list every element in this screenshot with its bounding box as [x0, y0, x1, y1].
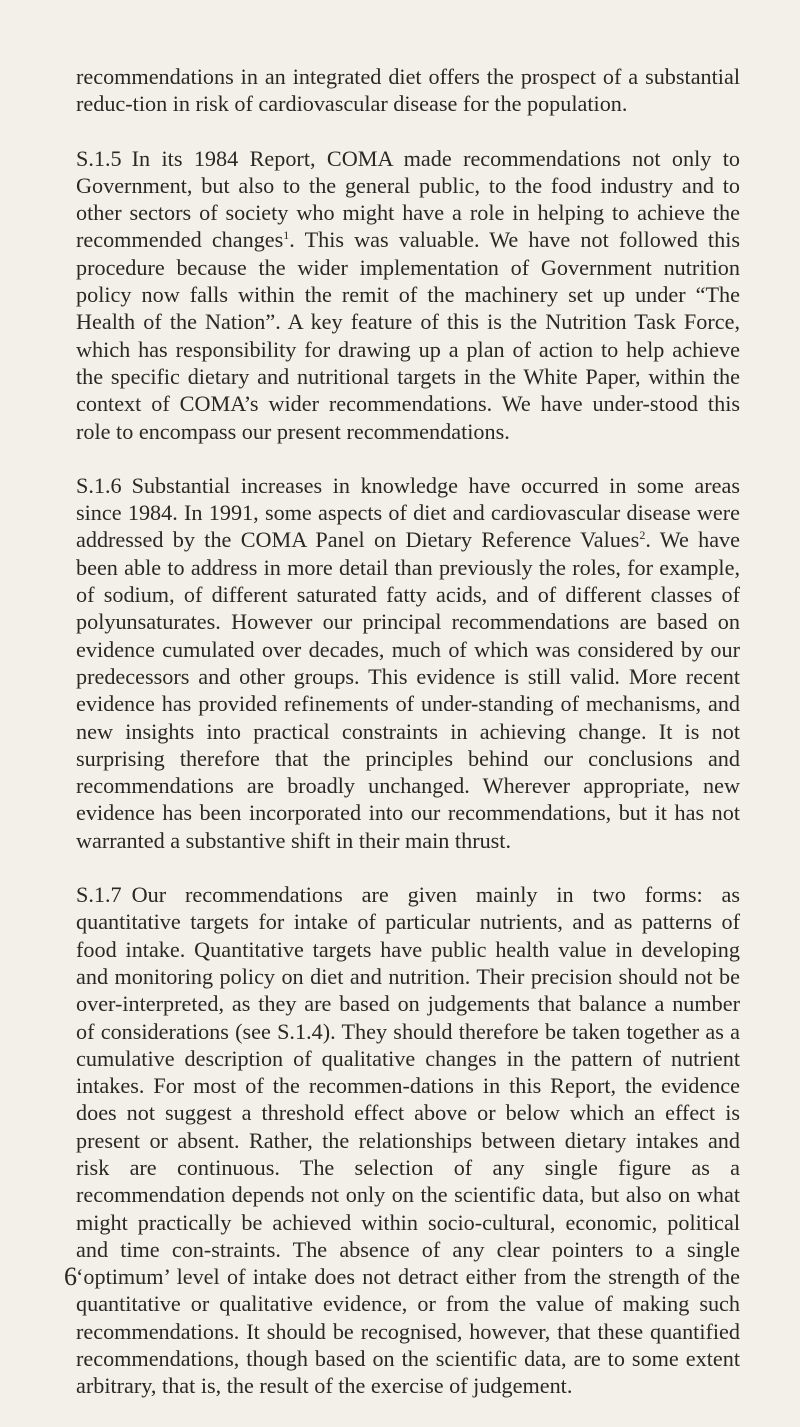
paragraph-number: S.1.5: [76, 145, 122, 171]
document-body: [76, 63, 740, 1427]
paragraph-text: Substantial increases in knowledge have occurred in some areas since 1984. In 1991, some aspects of diet and cardiovascular disease were addressed by the COMA Panel on Dietary Reference Values: [76, 472, 740, 553]
paragraph-s-1-5: [76, 145, 740, 445]
intro-paragraph: recommendations in an integrated diet offers the prospect of a substantial reduc-tion in risk of cardiovascular disease for the population.: [76, 64, 740, 117]
paragraph-text: Our recommendations are given mainly in two forms: as quantitative targets for intake of particular nutrients, and as patterns of food intake. Quantitative targets have public health value in developing and monitoring policy on diet and nutrition. Their precision should not be over-interpreted, as they are based on judgements that balance a number of considerations (see S.1.4). They should therefore be taken together as a cumulative description of qualitative changes in the pattern of nutrient intakes. For most of the recommen-dations in this Report, the evidence does not suggest a threshold effect above or below which an effect is present or absent. Rather, the relationships between dietary intakes and risk are continuous. The selection of any single figure as a recommendation depends not only on the scientific data, but also on what might practically be achieved within socio-cultural, economic, political and time con-straints. The absence of any clear pointers to a single ‘optimum’ level of intake does not detract either from the strength of the quantitative or qualitative evidence, or from the value of making such recommendations. It should be recognised, however, that these quantified recommendations, though based on the scientific data, are to some extent arbitrary, that is, the result of the exercise of judgement.: [76, 882, 740, 1399]
paragraph-text-continued: . This was valuable. We have not followed this procedure because the wider implementation of Government nutrition policy now falls within the remit of the machinery set up under “The Health of the Nation”. A key feature of this is the Nutrition Task Force, which has responsibility for drawing up a plan of action to help achieve the specific dietary and nutritional targets in the White Paper, within the context of COMA’s wider recommendations. We have under-stood this role to encompass our present recommendations.: [76, 227, 740, 444]
paragraph-number: S.1.6: [76, 472, 122, 498]
paragraph-text: In its 1984 Report, COMA made recommendations not only to Government, but also to the general public, to the food industry and to other sectors of society who might have a role in helping to achieve the recommended changes: [76, 145, 740, 253]
footnote-reference: 2: [639, 528, 646, 543]
paragraph-s-1-6: [76, 472, 740, 854]
page-number: 6: [64, 1262, 77, 1291]
paragraph-text-continued: . We have been able to address in more detail than previously the roles, for example, of sodium, of different saturated fatty acids, and of different classes of polyunsaturates. However our principal recommendations are based on evidence cumulated over decades, much of which was considered by our predecessors and other groups. This evidence is still valid. More recent evidence has provided refinements of under-standing of mechanisms, and new insights into practical constraints in achieving change. It is not surprising therefore that the principles behind our conclusions and recommendations are broadly unchanged. Wherever appropriate, new evidence has been incorporated into our recommendations, but it has not warranted a substantive shift in their main thrust.: [76, 527, 741, 853]
paragraph-s-1-7: [76, 881, 740, 1400]
paragraph-number: S.1.7: [76, 882, 122, 908]
footnote-reference: 1: [283, 228, 290, 243]
